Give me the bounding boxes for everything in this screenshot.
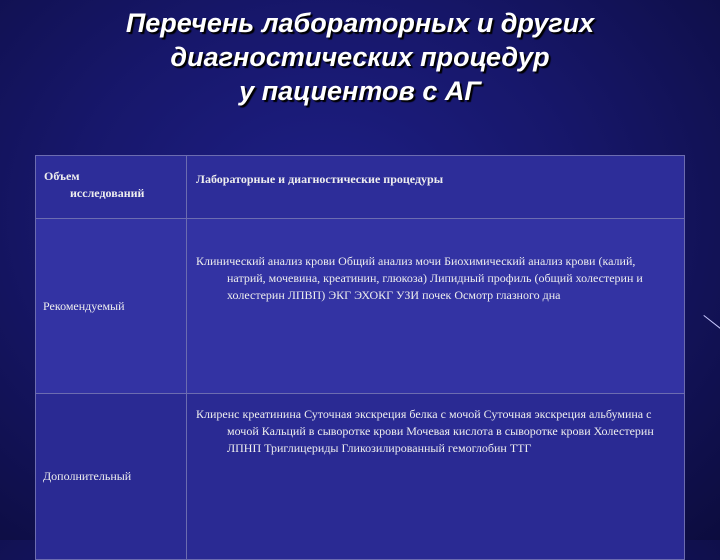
table-header-row	[36, 156, 685, 219]
row-content-recommended	[187, 219, 685, 394]
decorative-line	[703, 315, 720, 329]
table-row	[36, 394, 685, 560]
recommended-procedures-text: Клинический анализ крови Общий анализ мочи Биохимический анализ крови (калий, натрий, мочевина, креатинин, глюкоза) Липидный профиль (общий холестерин и холестерин ЛПВП) ЭКГ ЭХОКГ УЗИ почек Осмотр глазного дна	[196, 254, 643, 302]
slide-title-line-2: диагностических процедур	[170, 42, 550, 72]
slide-title-line-3: у пациентов с АГ	[239, 76, 481, 106]
row-label-additional: Дополнительный	[36, 394, 187, 560]
header-scope-line-1: Объем	[44, 169, 80, 183]
additional-procedures-text: Клиренс креатинина Суточная экскреция белка с мочой Суточная экскреция альбумина с мочой Кальций в сыворотке крови Мочевая кислота в сыворотке крови Холестерин ЛПНП Триглицериды Гликозилированный гемоглобин ТТГ	[196, 407, 654, 455]
slide-title	[0, 6, 720, 108]
header-procedures-cell: Лабораторные и диагностические процедуры	[187, 156, 685, 219]
procedures-table	[35, 155, 685, 560]
slide-title-line-1: Перечень лабораторных и других	[125, 8, 595, 38]
row-label-recommended: Рекомендуемый	[36, 219, 187, 394]
header-scope-line-2: исследований	[70, 186, 145, 200]
table-row	[36, 219, 685, 394]
header-scope-cell	[36, 156, 187, 219]
row-content-additional	[187, 394, 685, 560]
